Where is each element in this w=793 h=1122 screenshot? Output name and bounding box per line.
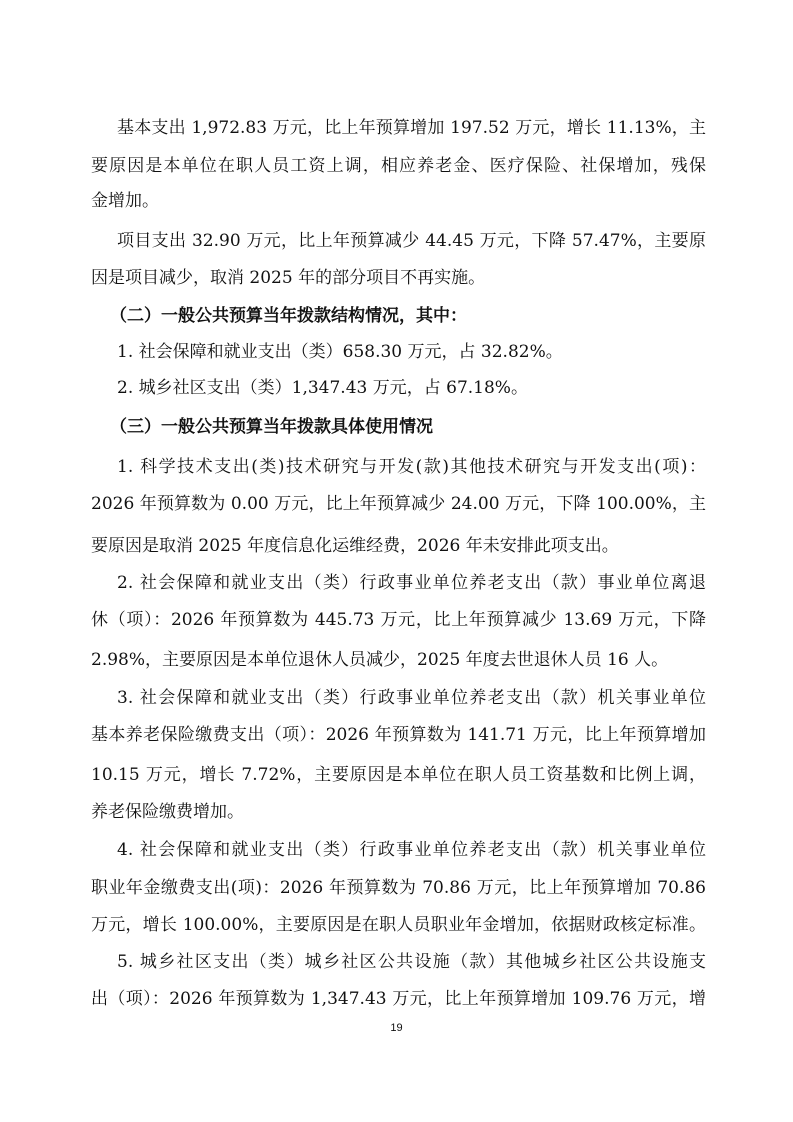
page-number: 19 [390, 1022, 403, 1034]
paragraph-line: 休（项）：2026 年预算数为 445.73 万元，比上年预算减少 13.69 万元，下降 [91, 610, 706, 630]
section-heading: （二）一般公共预算当年拨款结构情况，其中： [110, 306, 467, 326]
paragraph-line: 2026 年预算数为 0.00 万元，比上年预算减少 24.00 万元，下降 100.00%，主 [91, 494, 706, 514]
paragraph-line: 基本养老保险缴费支出（项）：2026 年预算数为 141.71 万元，比上年预算增加 [91, 725, 706, 745]
paragraph-line: 要原因是取消 2025 年度信息化运维经费，2026 年未安排此项支出。 [91, 536, 619, 556]
paragraph-line: 出（项）：2026 年预算数为 1,347.43 万元，比上年预算增加 109.76 万元，增 [91, 989, 706, 1009]
paragraph-line: 要原因是本单位在职人员工资上调，相应养老金、医疗保险、社保增加，残保 [91, 156, 706, 176]
paragraph-line: 1. 科学技术支出(类)技术研究与开发(款)其他技术研究与开发支出(项)： [117, 457, 706, 477]
paragraph-line: 10.15 万元，增长 7.72%，主要原因是本单位在职人员工资基数和比例上调， [91, 765, 706, 785]
list-item: 1. 社会保障和就业支出（类）658.30 万元，占 32.82%。 [117, 342, 563, 362]
paragraph-line: 职业年金缴费支出(项)：2026 年预算数为 70.86 万元，比上年预算增加 70.86 [91, 878, 706, 898]
list-item: 2. 城乡社区支出（类）1,347.43 万元，占 67.18%。 [117, 378, 528, 398]
paragraph-line: 5. 城乡社区支出（类）城乡社区公共设施（款）其他城乡社区公共设施支 [117, 952, 706, 972]
paragraph-line: 2.98%，主要原因是本单位退休人员减少，2025 年度去世退休人员 16 人。 [91, 650, 669, 670]
paragraph-line: 养老保险缴费增加。 [91, 802, 244, 822]
paragraph-line: 4. 社会保障和就业支出（类）行政事业单位养老支出（款）机关事业单位 [117, 840, 706, 860]
paragraph-line: 2. 社会保障和就业支出（类）行政事业单位养老支出（款）事业单位离退 [117, 573, 706, 593]
paragraph-line: 基本支出 1,972.83 万元，比上年预算增加 197.52 万元，增长 11.13%，主 [117, 118, 706, 138]
paragraph-line: 项目支出 32.90 万元，比上年预算减少 44.45 万元，下降 57.47%，主要原 [117, 231, 706, 251]
paragraph-line: 万元，增长 100.00%，主要原因是在职人员职业年金增加，依据财政核定标准。 [91, 915, 706, 935]
paragraph-line: 因是项目减少，取消 2025 年的部分项目不再实施。 [91, 268, 486, 288]
paragraph-line: 3. 社会保障和就业支出（类）行政事业单位养老支出（款）机关事业单位 [117, 688, 706, 708]
paragraph-line: 金增加。 [91, 191, 159, 211]
section-heading: （三）一般公共预算当年拨款具体使用情况 [110, 417, 433, 437]
